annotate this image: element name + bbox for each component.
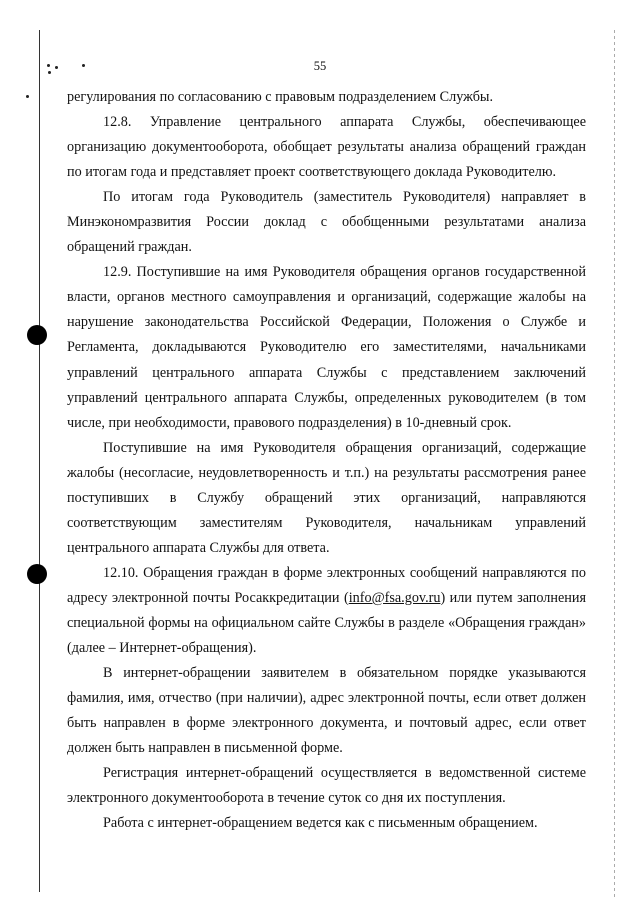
paragraph: По итогам года Руководитель (заместитель Руководителя) направляет в Минэкономразвития России доклад с обобщенными результатами анализа обращений граждан. xyxy=(67,189,586,256)
binding-hole-mark xyxy=(27,564,47,584)
email-link[interactable]: info@fsa.gov.ru xyxy=(348,589,441,606)
paragraph: 12.9. Поступившие на имя Руководителя обращения органов государственной власти, органов местного самоуправления и организаций, содержащие жалобы на нарушение законодательства Российской Федерации, Положения о Службе и Регламента, докладываются Руководителю его заместителями, начальниками управлений центрального аппарата Службы с представлением заключений управлений центрального аппарата Службы, определенных руководителем (в том числе, при необходимости, правового подразделения) в 10-дневный срок. xyxy=(67,264,586,431)
paragraph: Регистрация интернет-обращений осуществляется в ведомственной системе электронного документооборота в течение суток со дня их поступления. xyxy=(67,765,586,807)
paragraph: Поступившие на имя Руководителя обращения организаций, содержащие жалобы (несогласие, неудовлетворенность и т.п.) на результаты рассмотрения ранее поступивших в Службу обращений этих организаций, направляются соответствующим заместителям Руководителя, начальникам управлений центрального аппарата Службы для ответа. xyxy=(67,439,586,556)
scan-speck xyxy=(26,95,29,98)
paragraph: 12.8. Управление центрального аппарата Службы, обеспечивающее организацию документооборота, обобщает результаты анализа обращений граждан по итогам года и представляет проект соответствующего доклада Руководителю. xyxy=(67,114,586,181)
left-margin-line xyxy=(39,30,40,892)
paragraph: регулирования по согласованию с правовым подразделением Службы. xyxy=(67,89,494,105)
paragraph-text: 12.10. Обращения граждан в форме электронных сообщений направляются по адресу электронной почты Росаккредитации ( xyxy=(67,564,586,606)
binding-hole-mark xyxy=(27,325,47,345)
page-number: 55 xyxy=(313,59,327,73)
right-margin-line xyxy=(614,30,615,900)
paragraph: Работа с интернет-обращением ведется как с письменным обращением. xyxy=(103,815,538,832)
paragraph: В интернет-обращении заявителем в обязательном порядке указываются фамилия, имя, отчество (при наличии), адрес электронной почты, если ответ должен быть направлен в форме электронного документа, и почтовый адрес, если ответ должен быть направлен в письменной форме. xyxy=(67,665,586,757)
document-body xyxy=(67,85,586,836)
paragraph xyxy=(67,561,586,661)
paragraph-text: ) или путем заполнения специальной формы на официальном сайте Службы в разделе «Обращения граждан» (далее – Интернет-обращения). xyxy=(67,589,586,657)
